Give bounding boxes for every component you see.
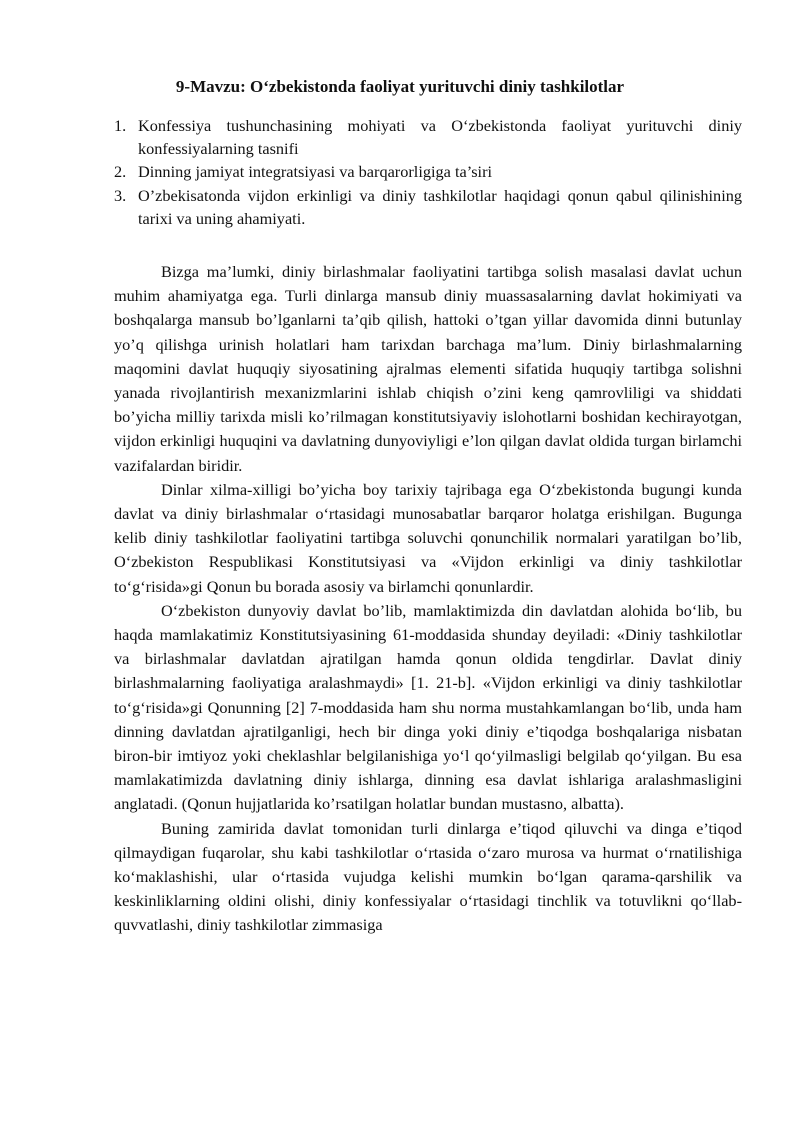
page-title: 9-Mavzu: O‘zbekistonda faoliyat yurituvchi diniy tashkilotlar: [175, 77, 625, 96]
body-text: [114, 260, 742, 938]
plan-item-text: Dinning jamiyat integratsiyasi va barqarorligiga ta’siri: [138, 162, 493, 182]
plan-item: [114, 114, 742, 160]
plan-item-text: O’zbekisatonda vijdon erkinligi va diniy tashkilotlar haqidagi qonun qabul qilinishining tarixi va uning ahamiyati.: [138, 185, 742, 228]
paragraph: Bizga ma’lumki, diniy birlashmalar faoliyatini tartibga solish masalasi davlat uchun muhim ahamiyatga ega. Turli dinlarga mansub diniy muassasalarning davlat hokimiyati va boshqalarga mansub bo’lganlarni ta’qib qilish, hattoki o’tgan yillar davomida dinni butunlay yo’q qilishga urinish holatlari ham tarixdan barchaga ma’lum. Diniy birlashmalarning maqomini davlat huquqiy siyosatining ajralmas elementi sifatida huquqiy tartibga solishni yanada rivojlantirish mexanizmlarini ishlab chiqish o’zini keng qamrovliligi va shiddati bo’yicha milliy tarixda misli ko’rilmagan konstitutsiyaviy islohotlarni boshidan kechirayotgan, vijdon erkinligi huquqini va davlatning dunyoviyligi e’lon qilgan davlat oldida turgan birlamchi vazifalardan biridir.: [114, 262, 742, 475]
plan-item-number: 3.: [114, 185, 127, 205]
plan-item-number: 1.: [114, 116, 127, 135]
plan-item-number: 2.: [114, 162, 127, 182]
topic-plan-list: [114, 114, 742, 230]
paragraph: O‘zbekiston dunyoviy davlat bo’lib, mamlaktimizda din davlatdan alohida bo‘lib, bu haqda mamlakatimiz Konstitutsiyasining 61-moddasida shunday deyiladi: «Diniy tashkilotlar va birlashmalar davlatdan ajratilgan hamda qonun oldida tengdirlar. Davlat diniy birlashmalarning faoliyatiga aralashmaydi» [1. 21-b]. «Vijdon erkinligi va diniy tashkilotlar to‘g‘risida»gi Qonunning [2] 7-moddasida ham shu norma mustahkamlangan bo‘lib, unda ham dinning davlatdan ajratilganligi, hech bir dinga yoki diniy e’tiqodga boshqalariga nisbatan biron-bir imtiyoz yoki cheklashlar belgilanishiga yo‘l qo‘yilmasligi belgilab qo‘yilgan. Bu esa mamlakatimizda davlatning diniy ishlarga, dinning esa davlat ishlariga aralashmasligini anglatadi. (Qonun hujjatlarida ko’rsatilgan holatlar bundan mustasno, albatta).: [114, 600, 742, 814]
plan-item: [114, 160, 742, 183]
plan-item: [114, 184, 742, 230]
plan-item-text: Konfessiya tushunchasining mohiyati va O‘zbekistonda faoliyat yurituvchi diniy konfessiyalarning tasnifi: [138, 116, 742, 159]
paragraph: Dinlar xilma-xilligi bo’yicha boy tarixiy tajribaga ega O‘zbekistonda bugungi kunda davlat va diniy birlashmalar o‘rtasidagi munosabatlar barqaror holatga erishilgan. Bugunga kelib diniy tashkilotlar faoliyatini tartibga soluvchi qonunchilik normalari yaratilgan bo’lib, O‘zbekiston Respublikasi Konstitutsiyasi va «Vijdon erkinligi va diniy tashkilotlar to‘g‘risida»gi Qonun bu borada asosiy va birlamchi qonunlardir.: [114, 479, 742, 596]
paragraph: Buning zamirida davlat tomonidan turli dinlarga e’tiqod qiluvchi va dinga e’tiqod qilmaydigan fuqarolar, shu kabi tashkilotlar o‘rtasida o‘zaro murosa va hurmat o‘rnatilishiga ko‘maklashishi, ular o‘rtasida vujudga kelishi mumkin bo‘lgan qarama-qarshilik va keskinliklarning oldini olishi, diniy konfessiyalar o‘rtasidagi tinchlik va totuvlikni qo‘llab-quvvatlashi, diniy tashkilotlar zimmasiga: [114, 818, 742, 935]
